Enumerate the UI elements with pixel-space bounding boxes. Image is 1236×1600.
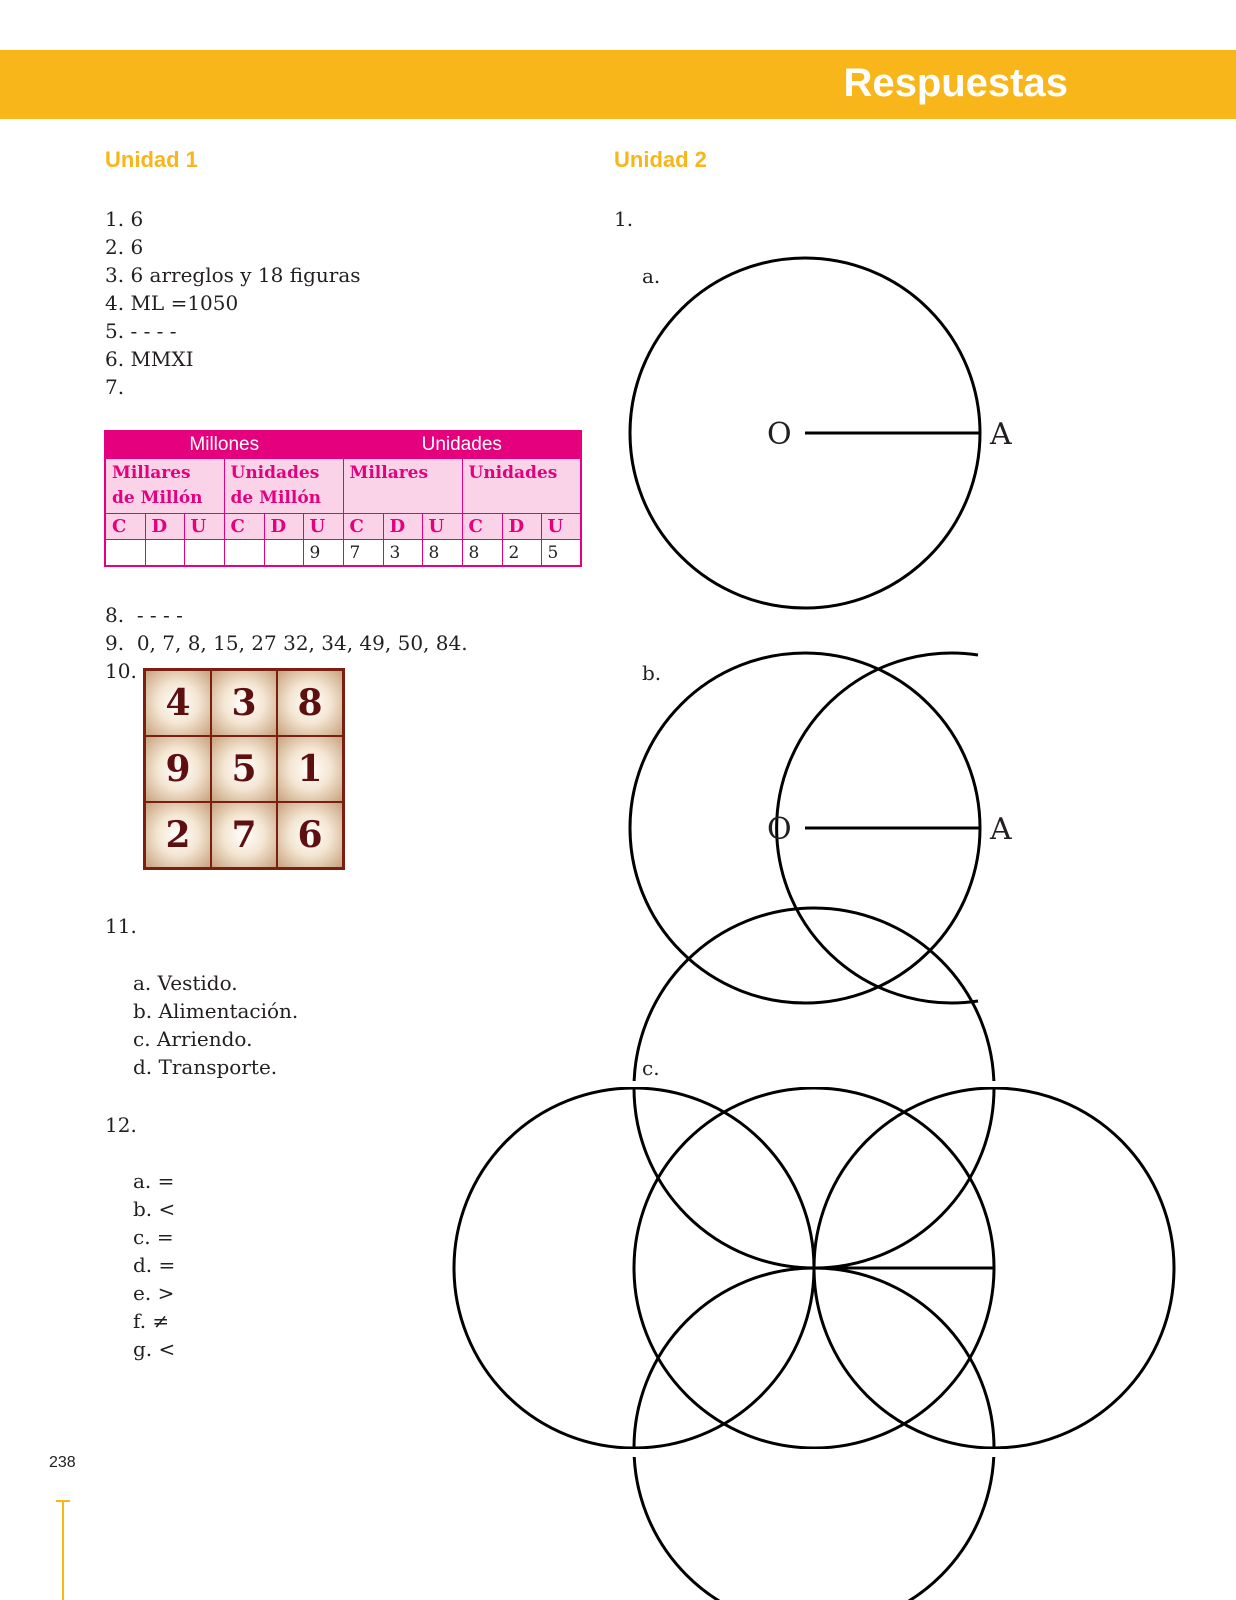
list-item: b. < [133,1197,176,1221]
answer-number: 5. [105,319,125,343]
table-cell: 9 [303,540,343,567]
table-cell: 2 [502,540,541,567]
answer-number: 7. [105,375,125,399]
list-item: b. Alimentación. [133,999,299,1023]
margin-line [62,1502,64,1600]
figure-a-label: a. [642,264,661,288]
figure-c-top-mask [0,1081,1236,1087]
figure-b-point-a: A [990,812,1012,847]
answer-12-number: 12. [105,1113,137,1137]
table-cell: 5 [541,540,581,567]
figure-c-circle [634,1268,994,1600]
list-item: f. ≠ [133,1309,170,1333]
subgroup-header: Unidades [462,459,581,514]
column-header: U [184,514,224,540]
answer-text: ML =1050 [130,291,239,315]
answer-text: 6 arreglos y 18 figuras [130,263,361,287]
list-item: g. < [133,1337,176,1361]
column-header: D [264,514,303,540]
answer-text: - - - - [136,603,183,627]
column-header: D [502,514,541,540]
group-header-unidades: Unidades [343,431,581,459]
column-header: U [541,514,581,540]
unit-2-heading: Unidad 2 [614,147,707,172]
magic-square-cell: 7 [211,802,277,868]
list-item: d. Transporte. [133,1055,278,1079]
magic-square-cell: 5 [211,736,277,802]
answer-text: 6 [130,207,144,231]
column-header: C [343,514,383,540]
answer-number: 10. [105,659,137,683]
list-item: a. Vestido. [133,971,238,995]
list-item: d. = [133,1253,176,1277]
magic-square-cell: 4 [145,670,211,736]
magic-square-cell: 2 [145,802,211,868]
column-header: C [224,514,264,540]
page-title: Respuestas [843,61,1068,105]
magic-square-cell: 1 [277,736,343,802]
magic-square-cell: 8 [277,670,343,736]
answer-number: 8. [105,603,125,627]
answer-number: 1. [105,207,125,231]
figure-a-point-o: O [767,417,792,452]
magic-square-cell: 3 [211,670,277,736]
answer-text: 6 [130,235,144,259]
column-header: U [422,514,462,540]
answer-text: - - - - [130,319,177,343]
answer-11-number: 11. [105,914,137,938]
figure-c-label: c. [642,1056,660,1080]
unit-2-answer-1-number: 1. [614,207,634,231]
list-item: c. Arriendo. [133,1027,253,1051]
column-header: D [145,514,184,540]
figure-b-point-o: O [767,812,792,847]
table-cell: 8 [422,540,462,567]
column-header: U [303,514,343,540]
magic-square-cell: 6 [277,802,343,868]
subgroup-header: Millares [343,459,462,514]
answer-number: 9. [105,631,125,655]
table-cell: 3 [383,540,422,567]
column-header: D [383,514,422,540]
list-item: e. > [133,1281,175,1305]
figure-a-point-a: A [990,417,1012,452]
figure-b-label: b. [642,661,662,685]
unit-1-heading: Unidad 1 [105,147,198,172]
figure-c-rosette [454,908,1174,1600]
answer-number: 4. [105,291,125,315]
answer-number: 6. [105,347,125,371]
answer-text: MMXI [130,347,194,371]
subgroup-header: Millares de Millón [105,459,224,514]
answer-number: 3. [105,263,125,287]
magic-square-cell: 9 [145,736,211,802]
column-header: C [105,514,145,540]
list-item: c. = [133,1225,174,1249]
page-number: 238 [49,1454,76,1471]
column-header: C [462,514,502,540]
group-header-millones: Millones [105,431,343,459]
table-cell: 7 [343,540,383,567]
figure-c-bottom-mask [0,1449,1236,1457]
table-cell: 8 [462,540,502,567]
list-item: a. = [133,1169,175,1193]
answer-text: 0, 7, 8, 15, 27 32, 34, 49, 50, 84. [136,631,468,655]
answer-number: 2. [105,235,125,259]
subgroup-header: Unidades de Millón [224,459,343,514]
